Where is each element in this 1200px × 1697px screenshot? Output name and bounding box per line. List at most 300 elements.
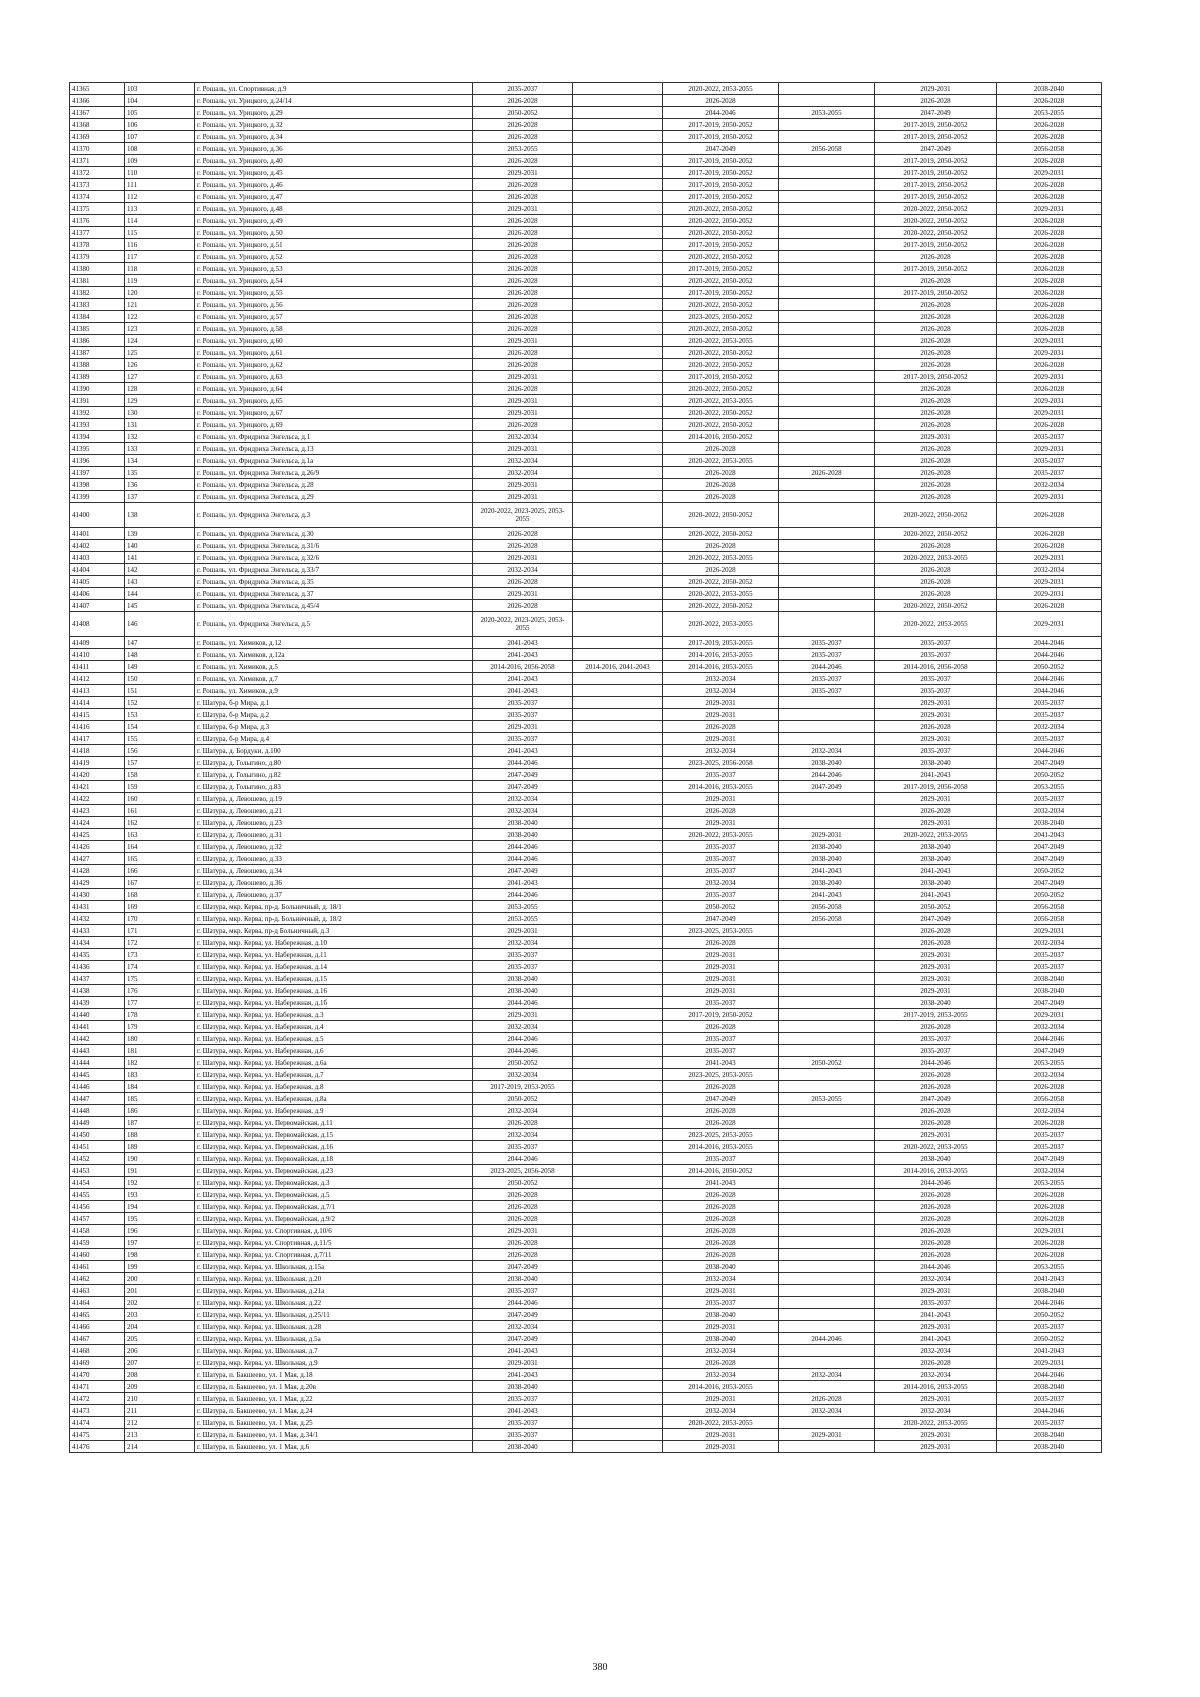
cell-period-d bbox=[779, 937, 875, 949]
cell-period-d bbox=[779, 1105, 875, 1117]
cell-period-e: 2029-2031 bbox=[875, 83, 997, 95]
table-row bbox=[70, 227, 1102, 239]
cell-period-b bbox=[573, 1129, 663, 1141]
cell-period-d bbox=[779, 1441, 875, 1453]
cell-period-c: 2026-2028 bbox=[663, 95, 779, 107]
cell-period-e: 2026-2028 bbox=[875, 1105, 997, 1117]
cell-record-id: 41374 bbox=[70, 191, 125, 203]
cell-address: г. Шатура, д. Голыгино, д.80 bbox=[195, 757, 473, 769]
cell-period-d: 2035-2037 bbox=[779, 637, 875, 649]
cell-record-id: 41376 bbox=[70, 215, 125, 227]
cell-period-a: 2041-2043 bbox=[473, 637, 573, 649]
cell-period-b bbox=[573, 793, 663, 805]
cell-period-b bbox=[573, 1297, 663, 1309]
table-row bbox=[70, 1261, 1102, 1273]
cell-period-d bbox=[779, 576, 875, 588]
cell-period-f: 2032-2034 bbox=[997, 564, 1102, 576]
cell-period-e: 2017-2019, 2050-2052 bbox=[875, 287, 997, 299]
cell-period-e: 2026-2028 bbox=[875, 383, 997, 395]
cell-period-e: 2026-2028 bbox=[875, 564, 997, 576]
cell-period-d bbox=[779, 1153, 875, 1165]
cell-period-d: 2026-2028 bbox=[779, 467, 875, 479]
cell-record-id: 41443 bbox=[70, 1045, 125, 1057]
cell-period-f: 2047-2049 bbox=[997, 997, 1102, 1009]
cell-row-number: 163 bbox=[125, 829, 195, 841]
cell-address: г. Рошаль, ул. Урицкого, д.64 bbox=[195, 383, 473, 395]
table-body bbox=[70, 83, 1102, 1453]
cell-period-a: 2041-2043 bbox=[473, 673, 573, 685]
cell-address: г. Шатура, мкр. Керва, ул. Набережная, д.6а bbox=[195, 1057, 473, 1069]
cell-period-b bbox=[573, 805, 663, 817]
cell-period-f: 2029-2031 bbox=[997, 1357, 1102, 1369]
cell-period-c: 2029-2031 bbox=[663, 1441, 779, 1453]
cell-period-f: 2026-2028 bbox=[997, 419, 1102, 431]
cell-period-a: 2035-2037 bbox=[473, 709, 573, 721]
cell-period-e: 2026-2028 bbox=[875, 251, 997, 263]
cell-address: г. Шатура, п. Бакшеево, ул. 1 Мая, д.20в bbox=[195, 1381, 473, 1393]
cell-period-d bbox=[779, 1033, 875, 1045]
cell-row-number: 133 bbox=[125, 443, 195, 455]
cell-address: г. Шатура, мкр. Керва, ул. Набережная, д.7 bbox=[195, 1069, 473, 1081]
cell-period-d: 2056-2058 bbox=[779, 143, 875, 155]
table-row bbox=[70, 961, 1102, 973]
cell-period-a: 2032-2034 bbox=[473, 467, 573, 479]
cell-row-number: 139 bbox=[125, 528, 195, 540]
cell-period-f: 2047-2049 bbox=[997, 877, 1102, 889]
table-row bbox=[70, 407, 1102, 419]
cell-period-e: 2026-2028 bbox=[875, 311, 997, 323]
cell-period-c: 2041-2043 bbox=[663, 1177, 779, 1189]
cell-period-e: 2032-2034 bbox=[875, 1273, 997, 1285]
cell-period-e: 2029-2031 bbox=[875, 1429, 997, 1441]
cell-period-f: 2026-2028 bbox=[997, 95, 1102, 107]
cell-period-a: 2026-2028 bbox=[473, 155, 573, 167]
cell-row-number: 144 bbox=[125, 588, 195, 600]
cell-row-number: 161 bbox=[125, 805, 195, 817]
table-row bbox=[70, 287, 1102, 299]
cell-period-c: 2020-2022, 2050-2052 bbox=[663, 347, 779, 359]
cell-record-id: 41397 bbox=[70, 467, 125, 479]
table-row bbox=[70, 745, 1102, 757]
cell-period-d bbox=[779, 973, 875, 985]
cell-period-b bbox=[573, 1381, 663, 1393]
cell-period-b bbox=[573, 275, 663, 287]
cell-row-number: 106 bbox=[125, 119, 195, 131]
cell-record-id: 41454 bbox=[70, 1177, 125, 1189]
cell-record-id: 41435 bbox=[70, 949, 125, 961]
cell-period-f: 2026-2028 bbox=[997, 600, 1102, 612]
cell-address: г. Шатура, д. Бордуки, д.100 bbox=[195, 745, 473, 757]
cell-period-e: 2020-2022, 2050-2052 bbox=[875, 215, 997, 227]
cell-period-e: 2032-2034 bbox=[875, 1345, 997, 1357]
table-row bbox=[70, 323, 1102, 335]
cell-record-id: 41412 bbox=[70, 673, 125, 685]
cell-period-b bbox=[573, 853, 663, 865]
cell-period-f: 2032-2034 bbox=[997, 479, 1102, 491]
table-row bbox=[70, 107, 1102, 119]
cell-row-number: 172 bbox=[125, 937, 195, 949]
cell-period-a: 2035-2037 bbox=[473, 1285, 573, 1297]
cell-period-e: 2026-2028 bbox=[875, 805, 997, 817]
cell-row-number: 189 bbox=[125, 1141, 195, 1153]
cell-period-a: 2017-2019, 2053-2055 bbox=[473, 1081, 573, 1093]
cell-address: г. Шатура, мкр. Керва, ул. Школьная, д.20 bbox=[195, 1273, 473, 1285]
cell-row-number: 180 bbox=[125, 1033, 195, 1045]
cell-period-f: 2026-2028 bbox=[997, 383, 1102, 395]
cell-period-f: 2026-2028 bbox=[997, 299, 1102, 311]
cell-period-b bbox=[573, 1081, 663, 1093]
cell-address: г. Рошаль, ул. Фридриха Энгельса, д.33/7 bbox=[195, 564, 473, 576]
cell-row-number: 195 bbox=[125, 1213, 195, 1225]
cell-address: г. Шатура, мкр. Керва, ул. Школьная, д.9 bbox=[195, 1357, 473, 1369]
cell-period-d: 2026-2028 bbox=[779, 1393, 875, 1405]
table-row bbox=[70, 431, 1102, 443]
cell-address: г. Рошаль, ул. Фридриха Энгельса, д.1а bbox=[195, 455, 473, 467]
cell-period-a: 2044-2046 bbox=[473, 757, 573, 769]
cell-row-number: 135 bbox=[125, 467, 195, 479]
cell-period-a: 2032-2034 bbox=[473, 1105, 573, 1117]
cell-period-a: 2029-2031 bbox=[473, 371, 573, 383]
cell-period-e: 2047-2049 bbox=[875, 107, 997, 119]
cell-period-e: 2029-2031 bbox=[875, 1285, 997, 1297]
cell-address: г. Рошаль, ул. Фридриха Энгельса, д.1 bbox=[195, 431, 473, 443]
cell-record-id: 41433 bbox=[70, 925, 125, 937]
table-row bbox=[70, 588, 1102, 600]
cell-period-b bbox=[573, 564, 663, 576]
cell-period-a: 2047-2049 bbox=[473, 781, 573, 793]
table-row bbox=[70, 1153, 1102, 1165]
cell-period-e: 2038-2040 bbox=[875, 841, 997, 853]
cell-period-d: 2038-2040 bbox=[779, 841, 875, 853]
cell-period-c: 2017-2019, 2050-2052 bbox=[663, 1009, 779, 1021]
cell-period-a: 2035-2037 bbox=[473, 83, 573, 95]
table-row bbox=[70, 805, 1102, 817]
cell-period-b bbox=[573, 371, 663, 383]
cell-period-e: 2026-2028 bbox=[875, 588, 997, 600]
cell-period-d bbox=[779, 733, 875, 745]
cell-record-id: 41404 bbox=[70, 564, 125, 576]
table-row bbox=[70, 395, 1102, 407]
cell-period-f: 2035-2037 bbox=[997, 467, 1102, 479]
cell-period-e: 2017-2019, 2050-2052 bbox=[875, 131, 997, 143]
cell-period-d bbox=[779, 1081, 875, 1093]
cell-period-b bbox=[573, 467, 663, 479]
table-row bbox=[70, 1177, 1102, 1189]
cell-period-e: 2026-2028 bbox=[875, 1021, 997, 1033]
cell-period-f: 2056-2058 bbox=[997, 901, 1102, 913]
table-row bbox=[70, 552, 1102, 564]
cell-row-number: 196 bbox=[125, 1225, 195, 1237]
cell-period-e: 2035-2037 bbox=[875, 745, 997, 757]
cell-period-f: 2026-2028 bbox=[997, 191, 1102, 203]
cell-record-id: 41407 bbox=[70, 600, 125, 612]
cell-period-a: 2029-2031 bbox=[473, 491, 573, 503]
cell-row-number: 167 bbox=[125, 877, 195, 889]
cell-period-e: 2029-2031 bbox=[875, 697, 997, 709]
cell-period-f: 2038-2040 bbox=[997, 1441, 1102, 1453]
cell-address: г. Шатура, мкр. Керва, ул. Первомайская, д.15 bbox=[195, 1129, 473, 1141]
cell-period-f: 2026-2028 bbox=[997, 503, 1102, 528]
cell-record-id: 41426 bbox=[70, 841, 125, 853]
cell-row-number: 120 bbox=[125, 287, 195, 299]
cell-row-number: 121 bbox=[125, 299, 195, 311]
cell-address: г. Шатура, мкр. Керва, пр-д. Больничный, д. 18/2 bbox=[195, 913, 473, 925]
table-row bbox=[70, 371, 1102, 383]
cell-period-c: 2026-2028 bbox=[663, 443, 779, 455]
cell-address: г. Рошаль, ул. Урицкого, д.56 bbox=[195, 299, 473, 311]
cell-period-f: 2035-2037 bbox=[997, 1321, 1102, 1333]
cell-address: г. Рошаль, ул. Урицкого, д.50 bbox=[195, 227, 473, 239]
cell-period-a: 2026-2028 bbox=[473, 95, 573, 107]
cell-period-c: 2032-2034 bbox=[663, 1273, 779, 1285]
cell-period-f: 2044-2046 bbox=[997, 649, 1102, 661]
cell-period-d bbox=[779, 215, 875, 227]
cell-period-f: 2029-2031 bbox=[997, 612, 1102, 637]
cell-period-a: 2035-2037 bbox=[473, 733, 573, 745]
cell-period-a: 2026-2028 bbox=[473, 239, 573, 251]
cell-period-b bbox=[573, 865, 663, 877]
cell-period-e: 2041-2043 bbox=[875, 1309, 997, 1321]
cell-record-id: 41427 bbox=[70, 853, 125, 865]
cell-period-a: 2044-2046 bbox=[473, 1153, 573, 1165]
cell-period-d: 2032-2034 bbox=[779, 1369, 875, 1381]
cell-address: г. Шатура, мкр. Керва, ул. Первомайская, д.5 bbox=[195, 1189, 473, 1201]
cell-period-a: 2023-2025, 2056-2058 bbox=[473, 1165, 573, 1177]
cell-period-b bbox=[573, 528, 663, 540]
cell-period-f: 2026-2028 bbox=[997, 227, 1102, 239]
cell-record-id: 41429 bbox=[70, 877, 125, 889]
cell-address: г. Шатура, мкр. Керва, ул. Набережная, д.1б bbox=[195, 997, 473, 1009]
cell-record-id: 41444 bbox=[70, 1057, 125, 1069]
cell-period-f: 2029-2031 bbox=[997, 335, 1102, 347]
cell-record-id: 41378 bbox=[70, 239, 125, 251]
cell-period-e: 2041-2043 bbox=[875, 769, 997, 781]
cell-address: г. Рошаль, ул. Урицкого, д.60 bbox=[195, 335, 473, 347]
table-row bbox=[70, 576, 1102, 588]
cell-address: г. Шатура, мкр. Керва, ул. Первомайская, д.16 bbox=[195, 1141, 473, 1153]
cell-period-e: 2026-2028 bbox=[875, 1237, 997, 1249]
cell-period-b bbox=[573, 721, 663, 733]
cell-row-number: 206 bbox=[125, 1345, 195, 1357]
cell-address: г. Рошаль, ул. Фридриха Энгельса, д.29 bbox=[195, 491, 473, 503]
cell-period-b bbox=[573, 997, 663, 1009]
cell-record-id: 41385 bbox=[70, 323, 125, 335]
cell-period-c: 2029-2031 bbox=[663, 733, 779, 745]
cell-period-e: 2017-2019, 2050-2052 bbox=[875, 239, 997, 251]
cell-period-e: 2020-2022, 2050-2052 bbox=[875, 528, 997, 540]
cell-period-e: 2029-2031 bbox=[875, 709, 997, 721]
cell-period-d: 2035-2037 bbox=[779, 649, 875, 661]
cell-period-c: 2017-2019, 2050-2052 bbox=[663, 239, 779, 251]
table-row bbox=[70, 191, 1102, 203]
cell-row-number: 170 bbox=[125, 913, 195, 925]
cell-period-c: 2020-2022, 2053-2055 bbox=[663, 588, 779, 600]
cell-period-b bbox=[573, 107, 663, 119]
cell-period-e: 2020-2022, 2053-2055 bbox=[875, 1141, 997, 1153]
cell-period-a: 2047-2049 bbox=[473, 865, 573, 877]
cell-period-f: 2026-2028 bbox=[997, 540, 1102, 552]
cell-period-a: 2026-2028 bbox=[473, 275, 573, 287]
table-row bbox=[70, 841, 1102, 853]
cell-row-number: 110 bbox=[125, 167, 195, 179]
table-row bbox=[70, 793, 1102, 805]
cell-address: г. Рошаль, ул. Урицкого, д.55 bbox=[195, 287, 473, 299]
cell-address: г. Рошаль, ул. Химиков, д.9 bbox=[195, 685, 473, 697]
cell-row-number: 119 bbox=[125, 275, 195, 287]
cell-period-f: 2044-2046 bbox=[997, 745, 1102, 757]
cell-period-d bbox=[779, 1225, 875, 1237]
cell-period-a: 2026-2028 bbox=[473, 227, 573, 239]
cell-row-number: 171 bbox=[125, 925, 195, 937]
cell-period-f: 2056-2058 bbox=[997, 913, 1102, 925]
cell-period-d bbox=[779, 479, 875, 491]
cell-period-c: 2017-2019, 2050-2052 bbox=[663, 179, 779, 191]
cell-address: г. Рошаль, ул. Урицкого, д.63 bbox=[195, 371, 473, 383]
table-row bbox=[70, 1321, 1102, 1333]
cell-record-id: 41456 bbox=[70, 1201, 125, 1213]
cell-period-a: 2029-2031 bbox=[473, 479, 573, 491]
cell-period-b bbox=[573, 131, 663, 143]
cell-address: г. Шатура, мкр. Керва, ул. Школьная, д.21а bbox=[195, 1285, 473, 1297]
cell-record-id: 41409 bbox=[70, 637, 125, 649]
cell-period-a: 2038-2040 bbox=[473, 817, 573, 829]
table-row bbox=[70, 1345, 1102, 1357]
cell-period-f: 2050-2052 bbox=[997, 865, 1102, 877]
cell-period-e: 2050-2052 bbox=[875, 901, 997, 913]
repair-schedule-table bbox=[69, 82, 1102, 1453]
table-row bbox=[70, 1309, 1102, 1321]
cell-row-number: 156 bbox=[125, 745, 195, 757]
cell-period-b bbox=[573, 829, 663, 841]
cell-period-e: 2020-2022, 2050-2052 bbox=[875, 600, 997, 612]
cell-period-d bbox=[779, 600, 875, 612]
cell-address: г. Рошаль, ул. Фридриха Энгельса, д.37 bbox=[195, 588, 473, 600]
cell-address: г. Рошаль, ул. Фридриха Энгельса, д.45/4 bbox=[195, 600, 473, 612]
cell-period-e: 2026-2028 bbox=[875, 1357, 997, 1369]
cell-period-b bbox=[573, 347, 663, 359]
table-row bbox=[70, 1285, 1102, 1297]
table-row bbox=[70, 1405, 1102, 1417]
cell-record-id: 41393 bbox=[70, 419, 125, 431]
cell-address: г. Шатура, мкр. Керва, ул. Школьная, д.28 bbox=[195, 1321, 473, 1333]
cell-address: г. Рошаль, ул. Химиков, д.5 bbox=[195, 661, 473, 673]
cell-address: г. Рошаль, ул. Фридриха Энгельса, д.30 bbox=[195, 528, 473, 540]
cell-period-d bbox=[779, 961, 875, 973]
cell-address: г. Рошаль, ул. Фридриха Энгельса, д.5 bbox=[195, 612, 473, 637]
cell-period-b bbox=[573, 455, 663, 467]
cell-period-b bbox=[573, 431, 663, 443]
cell-period-a: 2053-2055 bbox=[473, 143, 573, 155]
cell-record-id: 41402 bbox=[70, 540, 125, 552]
cell-period-b bbox=[573, 359, 663, 371]
cell-record-id: 41425 bbox=[70, 829, 125, 841]
cell-period-a: 2026-2028 bbox=[473, 600, 573, 612]
cell-period-c: 2020-2022, 2050-2052 bbox=[663, 215, 779, 227]
cell-address: г. Шатура, мкр. Керва, ул. Набережная, д.4 bbox=[195, 1021, 473, 1033]
cell-period-a: 2050-2052 bbox=[473, 107, 573, 119]
cell-period-b bbox=[573, 1405, 663, 1417]
cell-period-d bbox=[779, 1213, 875, 1225]
table-row bbox=[70, 685, 1102, 697]
cell-period-c: 2020-2022, 2050-2052 bbox=[663, 203, 779, 215]
cell-period-f: 2050-2052 bbox=[997, 1309, 1102, 1321]
cell-period-c: 2035-2037 bbox=[663, 1045, 779, 1057]
cell-period-d bbox=[779, 1297, 875, 1309]
cell-period-d bbox=[779, 564, 875, 576]
cell-row-number: 114 bbox=[125, 215, 195, 227]
cell-period-f: 2047-2049 bbox=[997, 757, 1102, 769]
cell-period-e: 2029-2031 bbox=[875, 733, 997, 745]
cell-period-f: 2029-2031 bbox=[997, 347, 1102, 359]
cell-address: г. Шатура, д. Левошево, д.34 bbox=[195, 865, 473, 877]
cell-row-number: 168 bbox=[125, 889, 195, 901]
cell-row-number: 213 bbox=[125, 1429, 195, 1441]
cell-row-number: 199 bbox=[125, 1261, 195, 1273]
cell-period-b bbox=[573, 1201, 663, 1213]
cell-address: г. Шатура, б-р Мира, д.1 bbox=[195, 697, 473, 709]
cell-period-a: 2026-2028 bbox=[473, 419, 573, 431]
cell-period-a: 2026-2028 bbox=[473, 311, 573, 323]
cell-period-e: 2026-2028 bbox=[875, 937, 997, 949]
cell-record-id: 41373 bbox=[70, 179, 125, 191]
cell-period-c: 2038-2040 bbox=[663, 1309, 779, 1321]
cell-period-c: 2026-2028 bbox=[663, 564, 779, 576]
cell-row-number: 197 bbox=[125, 1237, 195, 1249]
cell-period-a: 2032-2034 bbox=[473, 431, 573, 443]
cell-period-f: 2038-2040 bbox=[997, 973, 1102, 985]
table-row bbox=[70, 877, 1102, 889]
cell-period-b bbox=[573, 552, 663, 564]
cell-period-d bbox=[779, 251, 875, 263]
cell-record-id: 41461 bbox=[70, 1261, 125, 1273]
table-row bbox=[70, 479, 1102, 491]
cell-period-f: 2026-2028 bbox=[997, 1237, 1102, 1249]
page-number: 380 bbox=[592, 1662, 608, 1673]
cell-address: г. Шатура, д. Левошево, д.21 bbox=[195, 805, 473, 817]
cell-period-c: 2026-2028 bbox=[663, 540, 779, 552]
cell-period-a: 2047-2049 bbox=[473, 1261, 573, 1273]
cell-period-e: 2041-2043 bbox=[875, 1333, 997, 1345]
cell-period-b bbox=[573, 1333, 663, 1345]
cell-period-a: 2053-2055 bbox=[473, 901, 573, 913]
cell-record-id: 41463 bbox=[70, 1285, 125, 1297]
cell-period-c: 2029-2031 bbox=[663, 1393, 779, 1405]
table-row bbox=[70, 359, 1102, 371]
cell-period-b bbox=[573, 407, 663, 419]
cell-record-id: 41406 bbox=[70, 588, 125, 600]
table-row bbox=[70, 925, 1102, 937]
cell-period-e: 2029-2031 bbox=[875, 1441, 997, 1453]
cell-record-id: 41434 bbox=[70, 937, 125, 949]
cell-record-id: 41410 bbox=[70, 649, 125, 661]
cell-period-d bbox=[779, 299, 875, 311]
cell-period-e: 2017-2019, 2050-2052 bbox=[875, 371, 997, 383]
cell-period-b bbox=[573, 588, 663, 600]
cell-period-a: 2053-2055 bbox=[473, 913, 573, 925]
cell-row-number: 200 bbox=[125, 1273, 195, 1285]
cell-address: г. Шатура, д. Голыгино, д.83 bbox=[195, 781, 473, 793]
cell-period-c: 2020-2022, 2050-2052 bbox=[663, 323, 779, 335]
cell-record-id: 41380 bbox=[70, 263, 125, 275]
cell-address: г. Шатура, мкр. Керва, ул. Набережная, д.9 bbox=[195, 1105, 473, 1117]
cell-address: г. Шатура, б-р Мира, д.3 bbox=[195, 721, 473, 733]
cell-record-id: 41431 bbox=[70, 901, 125, 913]
cell-row-number: 178 bbox=[125, 1009, 195, 1021]
table-row bbox=[70, 263, 1102, 275]
cell-period-d bbox=[779, 1021, 875, 1033]
cell-address: г. Шатура, мкр. Керва, ул. Набережная, д.6 bbox=[195, 1045, 473, 1057]
cell-period-a: 2026-2028 bbox=[473, 1213, 573, 1225]
